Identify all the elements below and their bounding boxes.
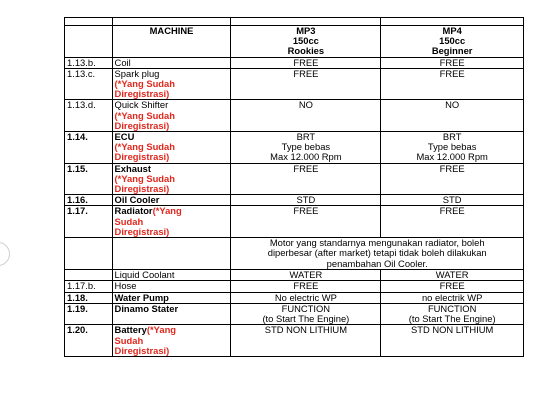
row-name: ECU (114, 131, 135, 143)
row-number: 1.19. (65, 303, 113, 324)
machine-header: MACHINE (112, 26, 231, 58)
row-name: Radiator (114, 205, 153, 217)
mp3-value: STD (231, 195, 381, 206)
row-number: 1.13.d. (65, 100, 113, 132)
mp3-value: BRT Type bebas Max 12.000 Rpm (231, 132, 381, 164)
row-name: Liquid Coolant (112, 270, 231, 281)
registration-note: Diregistrasi) (114, 151, 170, 163)
registration-note: Diregistrasi) (114, 88, 170, 100)
mp4-value: FUNCTION (to Start The Engine) (381, 303, 524, 324)
row-name-cell (112, 68, 231, 100)
registration-note: (*Yang (146, 324, 177, 336)
row-name: Dinamo Stater (112, 303, 231, 324)
mp4-value: FREE (381, 163, 524, 195)
row-number: 1.17. (65, 206, 113, 238)
mp3-value: NO (231, 100, 381, 132)
mp4-value: STD (381, 195, 524, 206)
mp3-value: WATER (231, 270, 381, 281)
table-row (65, 206, 524, 238)
table-row (65, 195, 524, 206)
row-name-cell (112, 132, 231, 164)
row-name-cell (112, 163, 231, 195)
row-name-cell (112, 206, 231, 238)
row-number: 1.16. (65, 195, 113, 206)
table-row (65, 238, 524, 270)
registration-note: (*Yang Sudah (114, 78, 175, 90)
radiator-note: Motor yang standarnya mengunakan radiator, boleh diperbesar (after market) tetapi tidak boleh dilakukan penambahan Oil Cooler. (231, 238, 524, 270)
row-number: 1.13.c. (65, 68, 113, 100)
mp3-value: FREE (231, 281, 381, 292)
mp3-value: FREE (231, 57, 381, 68)
table-row (65, 163, 524, 195)
registration-note: (*Yang Sudah (114, 141, 175, 153)
registration-note: Sudah (114, 215, 144, 227)
registration-note: (*Yang Sudah (114, 172, 175, 184)
registration-note: Diregistrasi) (114, 225, 170, 237)
side-edge-arc (0, 242, 10, 266)
registration-note: Diregistrasi) (114, 119, 170, 131)
row-number: 1.18. (65, 292, 113, 303)
registration-note: Diregistrasi) (114, 183, 170, 195)
mp4-value: FREE (381, 281, 524, 292)
row-name: Battery (114, 324, 147, 336)
registration-note: Sudah (114, 334, 144, 346)
row-name: Quick Shifter (114, 99, 169, 111)
mp4-value: FREE (381, 57, 524, 68)
row-name-cell (112, 100, 231, 132)
table-row (65, 132, 524, 164)
registration-note: Diregistrasi) (114, 344, 170, 356)
row-number: 1.20. (65, 325, 113, 357)
mp3-value: FREE (231, 206, 381, 238)
table-top-strip (65, 18, 524, 26)
mp4-value: STD NON LITHIUM (381, 325, 524, 357)
mp4-header: MP4 150cc Beginner (381, 26, 524, 58)
registration-note: (*Yang (152, 205, 182, 217)
table-header-row (65, 26, 524, 58)
mp3-header: MP3 150cc Rookies (231, 26, 381, 58)
mp3-value: STD NON LITHIUM (231, 325, 381, 357)
mp4-value: WATER (381, 270, 524, 281)
row-number: 1.13.b. (65, 57, 113, 68)
row-number: 1.17.b. (65, 281, 113, 292)
row-number: 1.14. (65, 132, 113, 164)
mp3-value: FREE (231, 163, 381, 195)
table-row (65, 68, 524, 100)
table-row (65, 281, 524, 292)
machine-spec-table (64, 17, 524, 357)
row-name: Water Pump (112, 292, 231, 303)
registration-note: (*Yang Sudah (114, 109, 175, 121)
mp3-value: FUNCTION (to Start The Engine) (231, 303, 381, 324)
mp4-value: NO (381, 100, 524, 132)
mp4-value: no electrik WP (381, 292, 524, 303)
row-name-cell (112, 325, 231, 357)
mp4-value: FREE (381, 68, 524, 100)
table-row (65, 270, 524, 281)
table-row (65, 303, 524, 324)
row-name: Oil Cooler (112, 195, 231, 206)
row-name: Coil (112, 57, 231, 68)
table-row (65, 57, 524, 68)
row-number: 1.15. (65, 163, 113, 195)
table-row (65, 325, 524, 357)
row-name: Hose (112, 281, 231, 292)
mp4-value: FREE (381, 206, 524, 238)
table-row (65, 292, 524, 303)
mp3-value: No electric WP (231, 292, 381, 303)
row-name: Exhaust (114, 163, 152, 174)
mp4-value: BRT Type bebas Max 12.000 Rpm (381, 132, 524, 164)
row-name: Spark plug (114, 68, 160, 79)
mp3-value: FREE (231, 68, 381, 100)
table-row (65, 100, 524, 132)
row-number (65, 270, 113, 281)
